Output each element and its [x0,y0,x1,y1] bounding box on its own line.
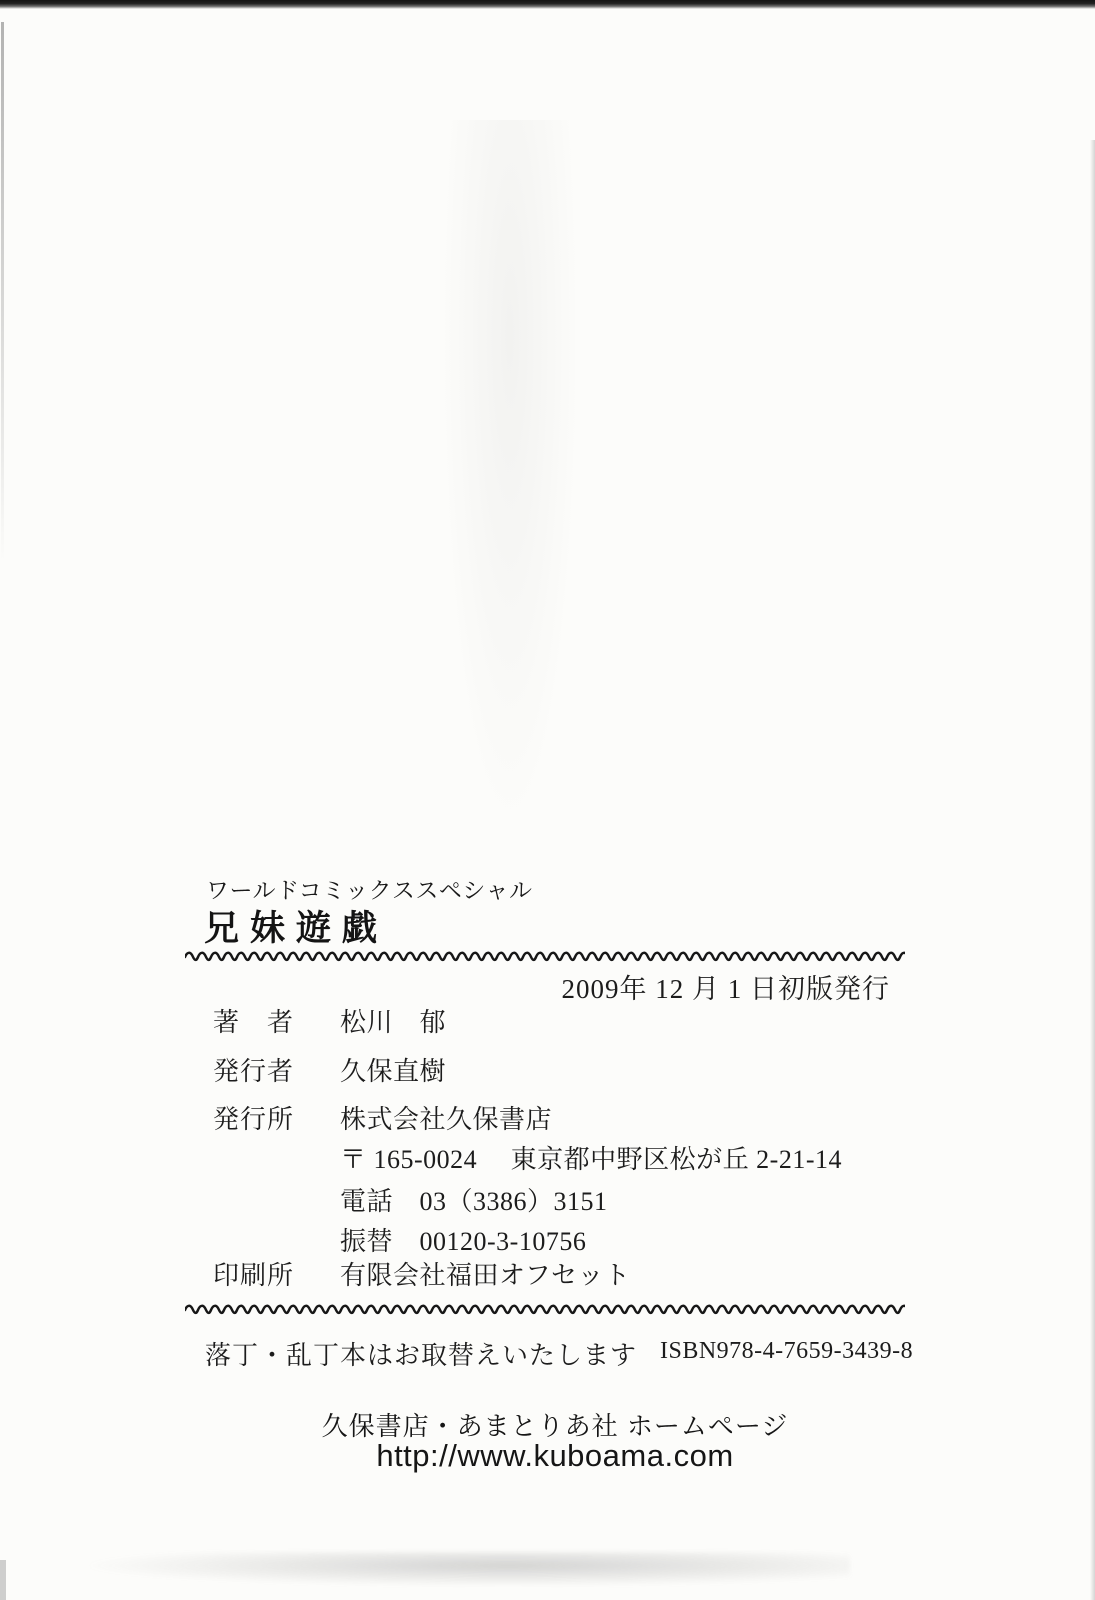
edition-date: 2009年 12 月 1 日初版発行 [561,974,890,1004]
row-label: 著 者 [213,1008,295,1037]
colophon-row-publisher-company [213,1103,913,1137]
row-value: 松川 郁 [340,1008,447,1037]
colophon-row-postal-transfer [213,1225,913,1259]
scan-right-edge [1090,140,1095,1600]
colophon-row-phone [213,1185,913,1219]
decorative-rule-bottom [185,1302,905,1316]
scan-left-edge-bottom [0,1560,6,1600]
colophon-row-publisher-person [213,1055,913,1089]
scan-left-edge [1,22,4,562]
colophon-row-author [213,1006,913,1040]
row-value: 〒 165-0024 東京都中野区松が丘 2-21-14 [340,1145,842,1174]
row-value: 株式会社久保書店 [340,1105,553,1134]
page-crease [440,120,580,840]
homepage-url: http://www.kuboama.com [376,1438,734,1473]
row-value: 振替 00120-3-10756 [340,1227,587,1256]
colophon-row-printer [213,1259,913,1293]
row-value: 電話 03（3386）3151 [340,1187,608,1216]
row-label: 印刷所 [213,1261,295,1290]
scan-bottom-smudge [90,1552,850,1586]
row-label: 発行所 [213,1105,295,1134]
isbn-number: ISBN978-4-7659-3439-8 [660,1338,914,1364]
book-title: 兄妹遊戯 [204,909,389,948]
row-label: 発行者 [213,1057,295,1086]
series-label: ワールドコミックススペシャル [206,877,533,903]
colophon-row-address [213,1143,913,1177]
row-value: 有限会社福田オフセット [340,1261,631,1290]
replacement-notice: 落丁・乱丁本はお取替えいたします [205,1341,638,1370]
scan-top-edge [0,0,1095,9]
row-value: 久保直樹 [340,1057,447,1086]
decorative-rule-top [185,949,905,963]
homepage-label: 久保書店・あまとりあ社 ホームページ [321,1411,789,1441]
